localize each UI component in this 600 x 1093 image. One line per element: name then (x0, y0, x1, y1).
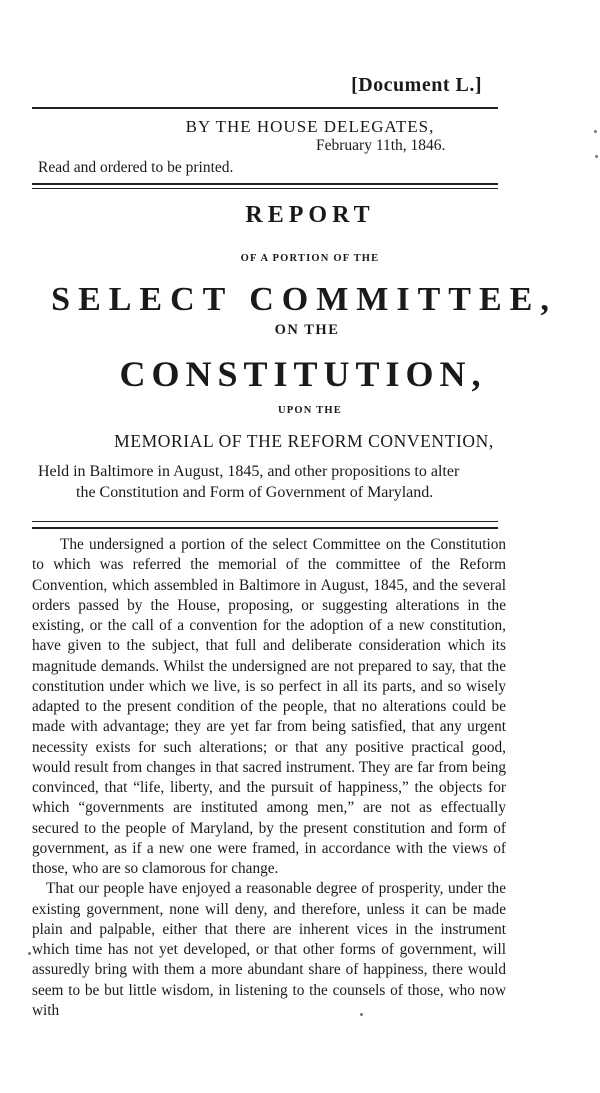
constitution-title: CONSTITUTION, (119, 354, 487, 394)
body-paragraph-2: That our people have enjoyed a reasonable degree of prosperity, under the existing government, none will deny, and therefore, unless it can be made plain and palpable, either that there are inherent vices in the instrument which time has not yet developed, or that other forms of government, will assuredly bring with them a more abundant share of happiness, there would seem to be but little wisdom, in listening to the counsels of those, who now with (32, 880, 506, 1019)
held-in-line-1: Held in Baltimore in August, 1845, and other propositions to alter (38, 463, 460, 480)
by-house-heading: BY THE HOUSE DELEGATES, (185, 117, 435, 136)
title-rule-lower (32, 527, 498, 529)
page-speck (594, 130, 597, 133)
read-order-note: Read and ordered to be printed. (38, 159, 234, 176)
header-rule-upper (32, 183, 498, 185)
on-the-subtitle: ON THE (274, 322, 340, 338)
page-speck (360, 1013, 363, 1016)
select-committee-title: SELECT COMMITTEE, (51, 281, 557, 318)
upon-the-subtitle: UPON THE (278, 405, 342, 416)
report-body (32, 535, 506, 1021)
memorial-heading: MEMORIAL OF THE REFORM CONVENTION, (114, 431, 494, 451)
header-rule-lower (32, 188, 498, 189)
document-date: February 11th, 1846. (316, 137, 446, 154)
page-speck (595, 155, 598, 158)
title-rule-upper (32, 521, 498, 522)
held-in-line-2: the Constitution and Form of Government of Maryland. (76, 484, 434, 501)
body-paragraph-1: The undersigned a portion of the select Committee on the Constitution to which was referred the memorial of the committee of the Reform Convention, which assembled in Baltimore in August, 1845, and the several orders passed by the House, proposing, or suggesting alterations in the existing, or the call of a convention for the adoption of a new constitution, have given to the subject, that full and deliberate consideration which its magnitude demands. Whilst the undersigned are not prepared to say, that the constitution under which we live, is so perfect in all its parts, and so wisely adapted to the present condition of the people, that no alterations could be made with advantage; they are yet far from being satisfied, that any urgent necessity exists for such alterations; or that any positive practical good, would result from changes in that sacred instrument. They are far from being convinced, that “life, liberty, and the pursuit of happiness,” the objects for which “governments are instituted among men,” are not as effectually secured to the people of Maryland, by the present constitution and form of government, as if a new one were framed, in accordance with the views of those, who are so clamorous for change. (32, 536, 506, 877)
page-speck (28, 952, 31, 955)
document-label: [Document L.] (351, 74, 482, 96)
portion-subtitle: OF A PORTION OF THE (240, 253, 380, 264)
top-rule (32, 107, 498, 109)
report-title: REPORT (245, 202, 375, 228)
